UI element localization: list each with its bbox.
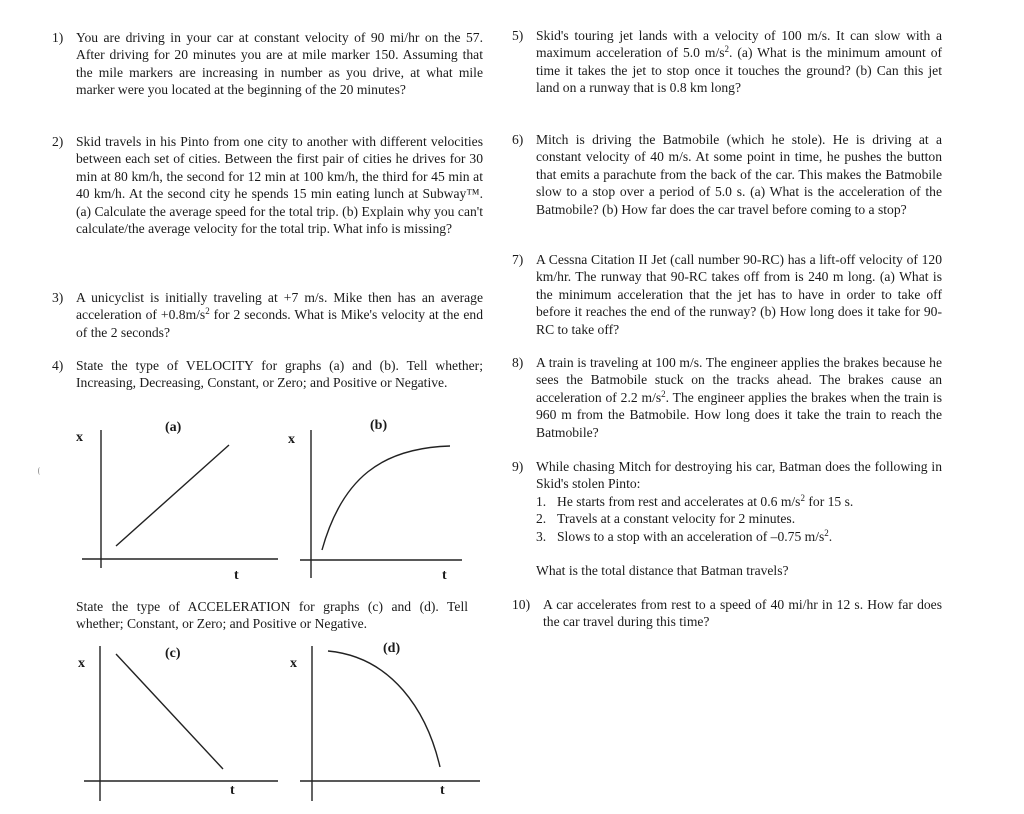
acceleration-prompt: State the type of ACCELERATION for graphs (c) and (d). Tell whether; Constant, or Zero; and Positive or Negative.: [76, 599, 468, 632]
question-6: [512, 131, 942, 218]
margin-mark: [38, 467, 42, 475]
question-4: [52, 357, 483, 392]
question-3: [52, 289, 483, 341]
graph-x-axis-label: t: [234, 568, 239, 583]
question-1: [52, 29, 483, 99]
question-number: 1): [52, 30, 64, 45]
question-text: A Cessna Citation II Jet (call number 90-RC) has a lift-off velocity of 120 km/hr. The runway that 90-RC takes off from is 240 m long. (a) What is the minimum acceleration that the jet has to have in order to take off before it reaches the end of the runway? (b) How long does it take for 90-RC to take off?: [536, 252, 942, 337]
question-number: 3): [52, 290, 64, 305]
question-number: 7): [512, 252, 524, 267]
question-8: [512, 354, 942, 441]
graph-b-curve: [322, 446, 450, 550]
question-2: [52, 133, 483, 237]
question-followup: What is the total distance that Batman travels?: [536, 563, 789, 579]
graph-c-plot: [70, 641, 280, 811]
graph-a-curve: [116, 445, 229, 546]
question-number: 8): [512, 355, 524, 370]
graph-label: (c): [165, 646, 181, 661]
question-number: 4): [52, 358, 64, 373]
question-7: [512, 251, 942, 338]
graph-y-axis-label: x: [78, 656, 85, 671]
graph-d: [282, 641, 482, 811]
question-number: 6): [512, 132, 524, 147]
question-text: While chasing Mitch for destroying his car, Batman does the following in Skid's stolen Pinto:: [536, 459, 942, 492]
question-text: You are driving in your car at constant velocity of 90 mi/hr on the 57. After driving for 20 minutes you are at mile marker 150. Assuming that the mile markers are increasing in number as you drive, at what mile marker were you located at the beginning of the 20 minutes?: [76, 30, 483, 98]
question-number: 9): [512, 459, 524, 474]
question-text: A unicyclist is initially traveling at +7 m/s. Mike then has an average acceleration of $+0.8m/s^2$ for 2 seconds. What is Mike's velocity at the end of the 2 seconds?: [76, 290, 484, 340]
question-text: State the type of VELOCITY for graphs (a) and (b). Tell whether; Increasing, Decreasing, Constant, or Zero; and Positive or Negative.: [76, 358, 483, 391]
graph-c: [70, 641, 280, 811]
list-item: 3. Slows to a stop with an acceleration of –0.75 $m/s^2$.: [536, 527, 833, 544]
graph-d-plot: [282, 641, 482, 811]
question-9: [512, 458, 942, 579]
graph-x-axis-label: t: [440, 783, 445, 798]
question-text: A train is traveling at 100 m/s. The engineer applies the brakes because he sees the Batmobile stuck on the tracks ahead. The brakes cause an acceleration of 2.2 $m/s^2$. The engineer applies the brakes when the train is 960 m from the Batmobile. How long does it take the train to reach the Batmobile?: [536, 355, 942, 440]
question-number: 5): [512, 28, 524, 43]
graph-a-plot: [70, 418, 280, 593]
list-item: 2. Travels at a constant velocity for 2 minutes.: [536, 511, 796, 527]
question-5: [512, 27, 942, 97]
graph-label: (a): [165, 420, 182, 435]
graph-y-axis-label: x: [288, 432, 295, 447]
list-item: 1. He starts from rest and accelerates at 0.6 $m/s^2$ for 15 s.: [536, 492, 854, 509]
question-text: Skid travels in his Pinto from one city to another with different velocities between each set of cities. Between the first pair of cities he drives for 30 min at 80 km/h, the second for 12 min at 100 km/h, the third for 45 min at 40 km/h. At the second city he spends 15 min eating lunch at Subway™. (a) Calculate the average speed for the total trip. (b) Explain why you can't calculate/the average velocity for the total trip. What info is missing?: [76, 134, 483, 237]
graph-x-axis-label: t: [442, 568, 447, 583]
question-number: 2): [52, 134, 64, 149]
graph-d-curve: [328, 651, 440, 767]
question-10: [512, 596, 942, 631]
graph-b-plot: [282, 418, 482, 593]
question-text: Mitch is driving the Batmobile (which he stole). He is driving at a constant velocity of 40 m/s. At some point in time, he pushes the button that emits a parachute from the back of the car. This makes the Batmobile slow to a stop over a period of 5.0 s. (a) What is the acceleration of the Batmobile? (b) How far does the car travel before coming to a stop?: [536, 132, 942, 217]
graph-c-curve: [116, 654, 223, 769]
graph-a: [70, 418, 280, 593]
question-number: 10): [512, 597, 531, 612]
step-list: [536, 493, 942, 545]
graph-y-axis-label: x: [76, 430, 83, 445]
graph-b: [282, 418, 482, 593]
graph-x-axis-label: t: [230, 783, 235, 798]
graph-y-axis-label: x: [290, 656, 297, 671]
question-text: Skid's touring jet lands with a velocity of 100 m/s. It can slow with a maximum acceleration of 5.0 $m/s^2$. (a) What is the minimum amount of time it takes the jet to stop once it touches the ground? (b) Can this jet land on a runway that is 0.8 km long?: [536, 28, 943, 96]
graph-label: (b): [370, 418, 388, 433]
graph-label: (d): [383, 641, 401, 656]
question-text: A car accelerates from rest to a speed of 40 mi/hr in 12 s. How far does the car travel during this time?: [543, 597, 942, 630]
